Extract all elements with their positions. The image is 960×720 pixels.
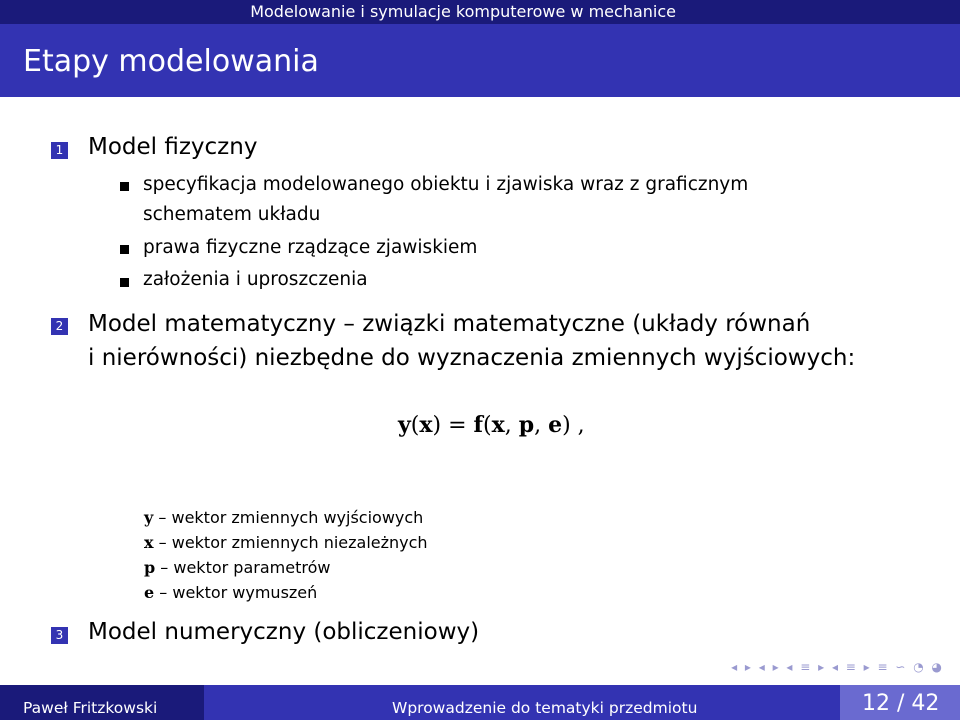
course-title: Modelowanie i symulacje komputerowe w mechanice [250, 2, 676, 21]
definition-text: – wektor parametrów [160, 558, 331, 577]
subitem-text: prawa fizyczne rządzące zjawiskiem [143, 237, 478, 258]
definition-text: – wektor wymuszeń [159, 583, 318, 602]
enum-number-1: 1 [51, 142, 68, 159]
equation-arg: x [419, 412, 433, 438]
subitem-text: specyfikacja modelowanego obiektu i zjawiska wraz z graficznym [143, 174, 749, 195]
page-counter: 12 / 42 [840, 685, 960, 720]
bullet-icon [120, 278, 129, 287]
definition-row [144, 533, 428, 552]
footer [0, 685, 960, 720]
definition-row [144, 558, 330, 577]
definition-symbol: x [144, 533, 154, 552]
equation-lhs: y [398, 412, 411, 438]
equation-params: p [518, 412, 535, 438]
footer-title: Wprowadzenie do tematyki przedmiotu [204, 685, 840, 720]
equation: y(x) = f(x, p, e) , [398, 412, 585, 438]
definition-row [144, 508, 423, 527]
beamer-navigation-icons[interactable]: ◂ ▸ ◂ ▸ ◂ ≡ ▸ ◂ ≡ ▸ ≡ ∽ ◔ ◕ [731, 660, 944, 674]
definition-text: – wektor zmiennych niezależnych [158, 533, 428, 552]
definition-text: – wektor zmiennych wyjściowych [158, 508, 424, 527]
bullet-icon [120, 182, 129, 191]
equation-arg2: x [491, 412, 505, 438]
subitem-text-continued: schematem układu [143, 204, 321, 225]
frame-title-bar [0, 24, 960, 97]
bullet-icon [120, 245, 129, 254]
definition-symbol: y [144, 508, 154, 527]
item-2-text-line1: Model matematyczny – związki matematyczne (układy równań [88, 311, 811, 337]
equation-func: f [473, 412, 483, 438]
definition-row [144, 583, 317, 602]
frame-title: Etapy modelowania [23, 44, 319, 79]
enum-number-2: 2 [51, 318, 68, 335]
definition-symbol: e [144, 583, 155, 602]
definition-symbol: p [144, 558, 156, 577]
item-1-text: Model fizyczny [88, 134, 258, 160]
equation-excit: e [548, 412, 563, 438]
footer-author: Paweł Fritzkowski [0, 685, 204, 720]
item-2-text-line2: i nierówności) niezbędne do wyznaczenia zmiennych wyjściowych: [88, 345, 856, 371]
header-bar [0, 0, 960, 24]
subitem-text: założenia i uproszczenia [143, 269, 368, 290]
enum-number-3: 3 [51, 627, 68, 644]
item-3-text: Model numeryczny (obliczeniowy) [88, 619, 480, 645]
